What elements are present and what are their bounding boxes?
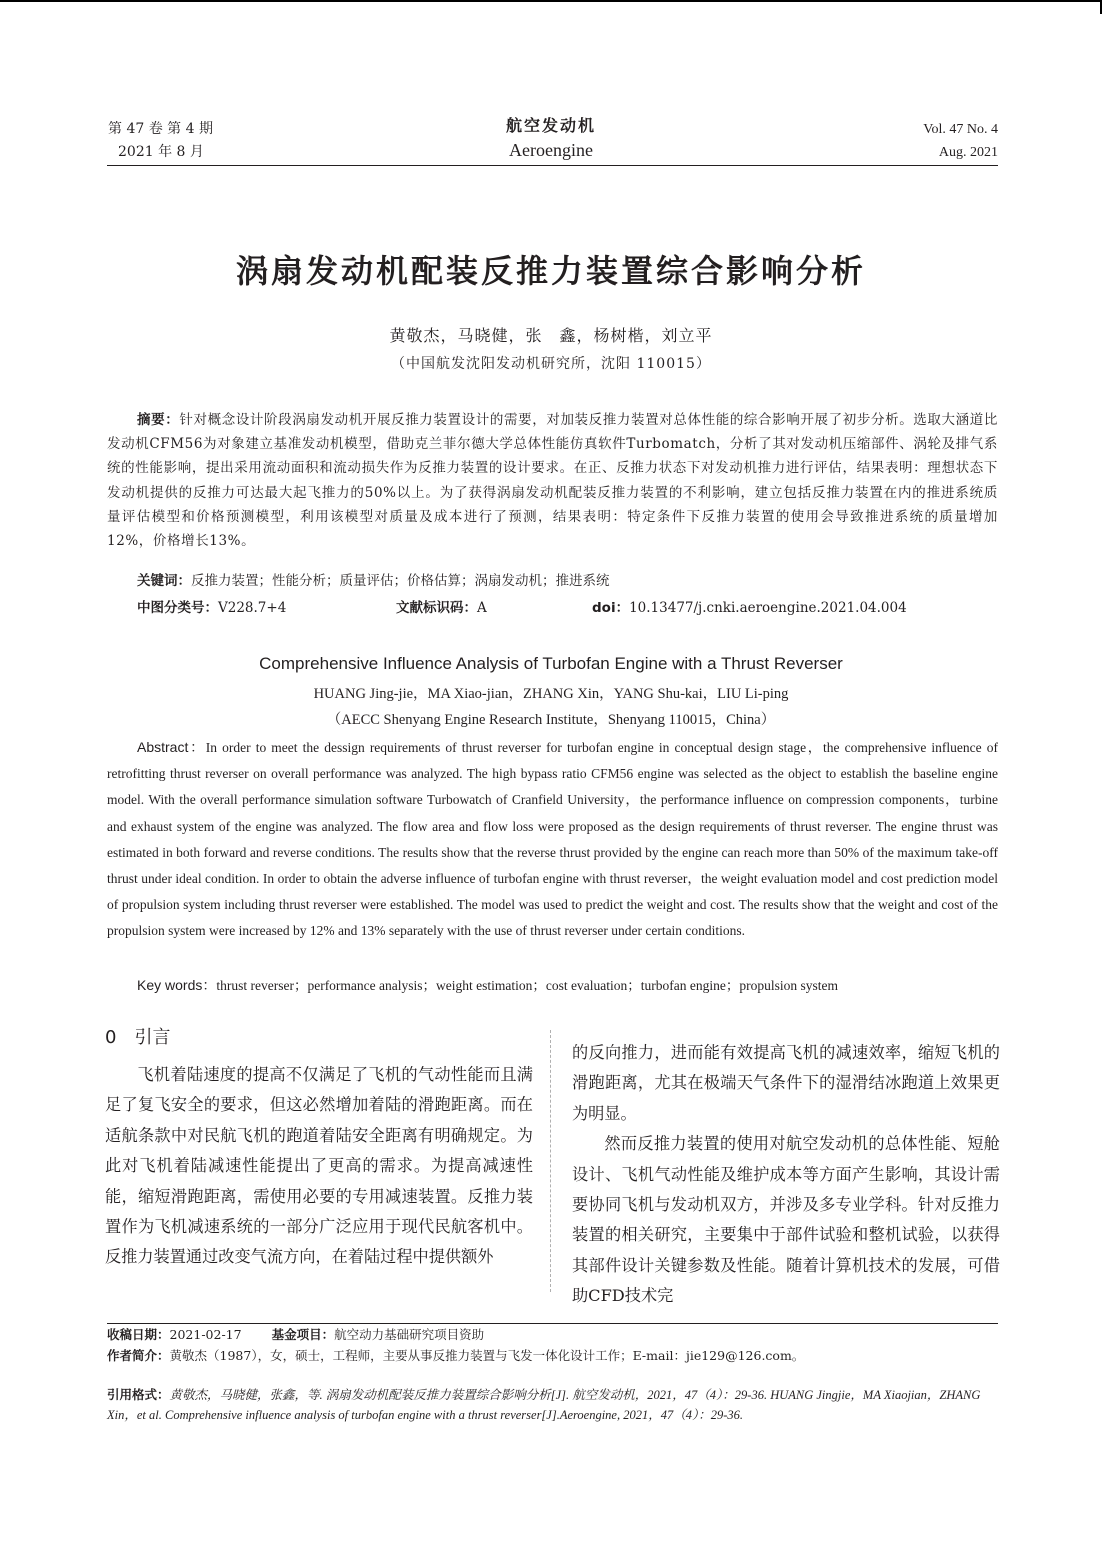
- section-number: 0: [105, 1027, 117, 1048]
- abstract-en-text: In order to meet the dessign requirements of thrust reverser for turbofan engine in conceptual design stage，the comprehensive influence of retrofitting thrust reverser on overall performance was analyzed. The high bypass ratio CFM56 engine was selected as the object to establish the baseline engine model. With the overall performance simulation software Turbowatch of Cranfield University，the performance influence on compression components，turbine and exhaust system of the engine was analyzed. The flow area and flow loss were proposed as the design requirements of thrust reverser. The engine thrust was estimated in both forward and reverse conditions. The results show that the reverse thrust provided by the engine can reach more than 50% of the maximum take-off thrust under ideal condition. In order to obtain the adverse influence of turbofan engine with thrust reverser，the weight evaluation model and cost prediction model of propulsion system including thrust reverser were established. The model was used to predict the weight and cost. The results show that the weight and cost of the propulsion system were increased by 12% and 13% separately with the use of thrust reverser under certain conditions.: [107, 740, 998, 939]
- body-right-column: [572, 1038, 1000, 1312]
- doi-label: doi：: [592, 600, 630, 616]
- fund-label: 基金项目：: [271, 1327, 335, 1342]
- header-rule: [107, 165, 998, 166]
- section-heading: [105, 1026, 533, 1050]
- footnote-author: [107, 1347, 998, 1365]
- author-bio-label: 作者简介：: [107, 1348, 170, 1363]
- keywords-en-label: Key words：: [137, 977, 217, 993]
- abstract-cn-label: 摘要：: [137, 412, 180, 428]
- body-left-column: [105, 1026, 533, 1273]
- intro-paragraph-1-cont: 的反向推力，进而能有效提高飞机的减速效率，缩短飞机的滑跑距离，尤其在极端天气条件下的湿滑结冰跑道上效果更为明显。: [572, 1043, 1000, 1123]
- citation-format: [107, 1385, 998, 1425]
- abstract-cn: [107, 408, 998, 553]
- column-divider: [550, 1030, 551, 1292]
- received-label: 收稿日期：: [107, 1327, 170, 1342]
- date-en: Aug. 2021: [938, 145, 998, 160]
- english-title: Comprehensive Influence Analysis of Turbofan Engine with a Thrust Reverser: [259, 654, 843, 673]
- doc-code-label: 文献标识码：: [396, 600, 477, 616]
- abstract-en-label: Abstract：: [137, 739, 206, 755]
- doc-code-value: A: [477, 600, 487, 616]
- top-border-line: [0, 0, 1102, 2]
- clc-item: [137, 596, 286, 616]
- journal-name-en: Aeroengine: [509, 140, 593, 160]
- keywords-cn-label: 关键词：: [137, 573, 191, 589]
- volume-cn: 第 47 卷 第 4 期: [108, 121, 213, 137]
- volume-en: Vol. 47 No. 4: [923, 122, 998, 137]
- abstract-cn-text: 针对概念设计阶段涡扇发动机开展反推力装置设计的需要，对加装反推力装置对总体性能的综合影响开展了初步分析。选取大涵道比发动机CFM56为对象建立基准发动机模型，借助克兰菲尔德大学总体性能仿真软件Turbomatch，分析了其对发动机压缩部件、涡轮及排气系统的性能影响，提出采用流动面积和流动损失作为反推力装置的设计要求。在正、反推力状态下对发动机推力进行评估，结果表明：理想状态下发动机提供的反推力可达最大起飞推力的50%以上。为了获得涡扇发动机配装反推力装置的不利影响，建立包括反推力装置在内的推进系统质量评估模型和价格预测模型，利用该模型对质量及成本进行了预测，结果表明：特定条件下反推力装置的使用会导致推进系统的质量增加12%，价格增长13%。: [107, 412, 998, 550]
- keywords-en-text: thrust reverser；performance analysis；weight estimation；cost evaluation；turbofan engine；propulsion system: [216, 978, 838, 993]
- keywords-cn-text: 反推力装置；性能分析；质量评估；价格估算；涡扇发动机；推进系统: [191, 573, 610, 589]
- doi-value: 10.13477/j.cnki.aeroengine.2021.04.004: [629, 600, 907, 616]
- affiliation: （中国航发沈阳发动机研究所，沈阳 110015）: [391, 356, 711, 372]
- author-list: 黄敬杰，马晓健，张 鑫，杨树楷，刘立平: [389, 326, 713, 345]
- keywords-cn: [137, 569, 610, 589]
- clc-value: V228.7+4: [218, 600, 287, 616]
- received-date: 2021-02-17: [169, 1327, 242, 1342]
- abstract-en: [107, 734, 998, 945]
- citation-text: 黄敬杰，马晓健，张鑫，等. 涡扇发动机配装反推力装置综合影响分析[J]. 航空发动机，2021，47（4）：29-36. HUANG Jingjie，MA Xiaojian，ZHANG Xin，et al. Comprehensive influence analysis of turbofan engine with a thrust reverser[J].Aeroengine, 2021，47（4）：29-36.: [107, 1388, 981, 1422]
- citation-label: 引用格式：: [107, 1387, 170, 1402]
- fund-text: 航空动力基础研究项目资助: [334, 1327, 485, 1342]
- intro-paragraph-1: 飞机着陆速度的提高不仅满足了飞机的气动性能而且满足了复飞安全的要求，但这必然增加着陆的滑跑距离。而在适航条款中对民航飞机的跑道着陆安全距离有明确规定。为此对飞机着陆减速性能提出了更高的需求。为提高减速性能，缩短滑跑距离，需使用必要的专用减速装置。反推力装置作为飞机减速系统的一部分广泛应用于现代民航客机中。反推力装置通过改变气流方向，在着陆过程中提供额外: [105, 1065, 533, 1267]
- paper-title: 涡扇发动机配装反推力装置综合影响分析: [235, 252, 866, 290]
- footnote-rule: [107, 1323, 998, 1324]
- english-affiliation: （AECC Shenyang Engine Research Institute，Shenyang 110015，China）: [326, 712, 776, 728]
- doi-item: [592, 596, 907, 616]
- intro-paragraph-2: 然而反推力装置的使用对航空发动机的总体性能、短舱设计、飞机气动性能及维护成本等方面产生影响，其设计需要协同飞机与发动机双方，并涉及多专业学科。针对反推力装置的相关研究，主要集中于部件试验和整机试验，以获得其部件设计关键参数及性能。随着计算机技术的发展，可借助CFD技术完: [572, 1134, 1000, 1306]
- author-bio-text: 黄敬杰（1987），女，硕士，工程师，主要从事反推力装置与飞发一体化设计工作；E-mail：jie129@126.com。: [169, 1348, 805, 1363]
- journal-name-cn: 航空发动机: [505, 116, 596, 135]
- footnote-received: [107, 1326, 998, 1344]
- header-right: [923, 118, 998, 164]
- english-authors: HUANG Jing-jie，MA Xiao-jian，ZHANG Xin，YANG Shu-kai，LIU Li-ping: [313, 686, 789, 702]
- date-cn: 2021 年 8 月: [118, 144, 204, 160]
- keywords-en: [137, 974, 838, 995]
- clc-label: 中图分类号：: [137, 600, 218, 616]
- doc-code-item: [396, 596, 487, 616]
- section-title: 引言: [134, 1027, 171, 1048]
